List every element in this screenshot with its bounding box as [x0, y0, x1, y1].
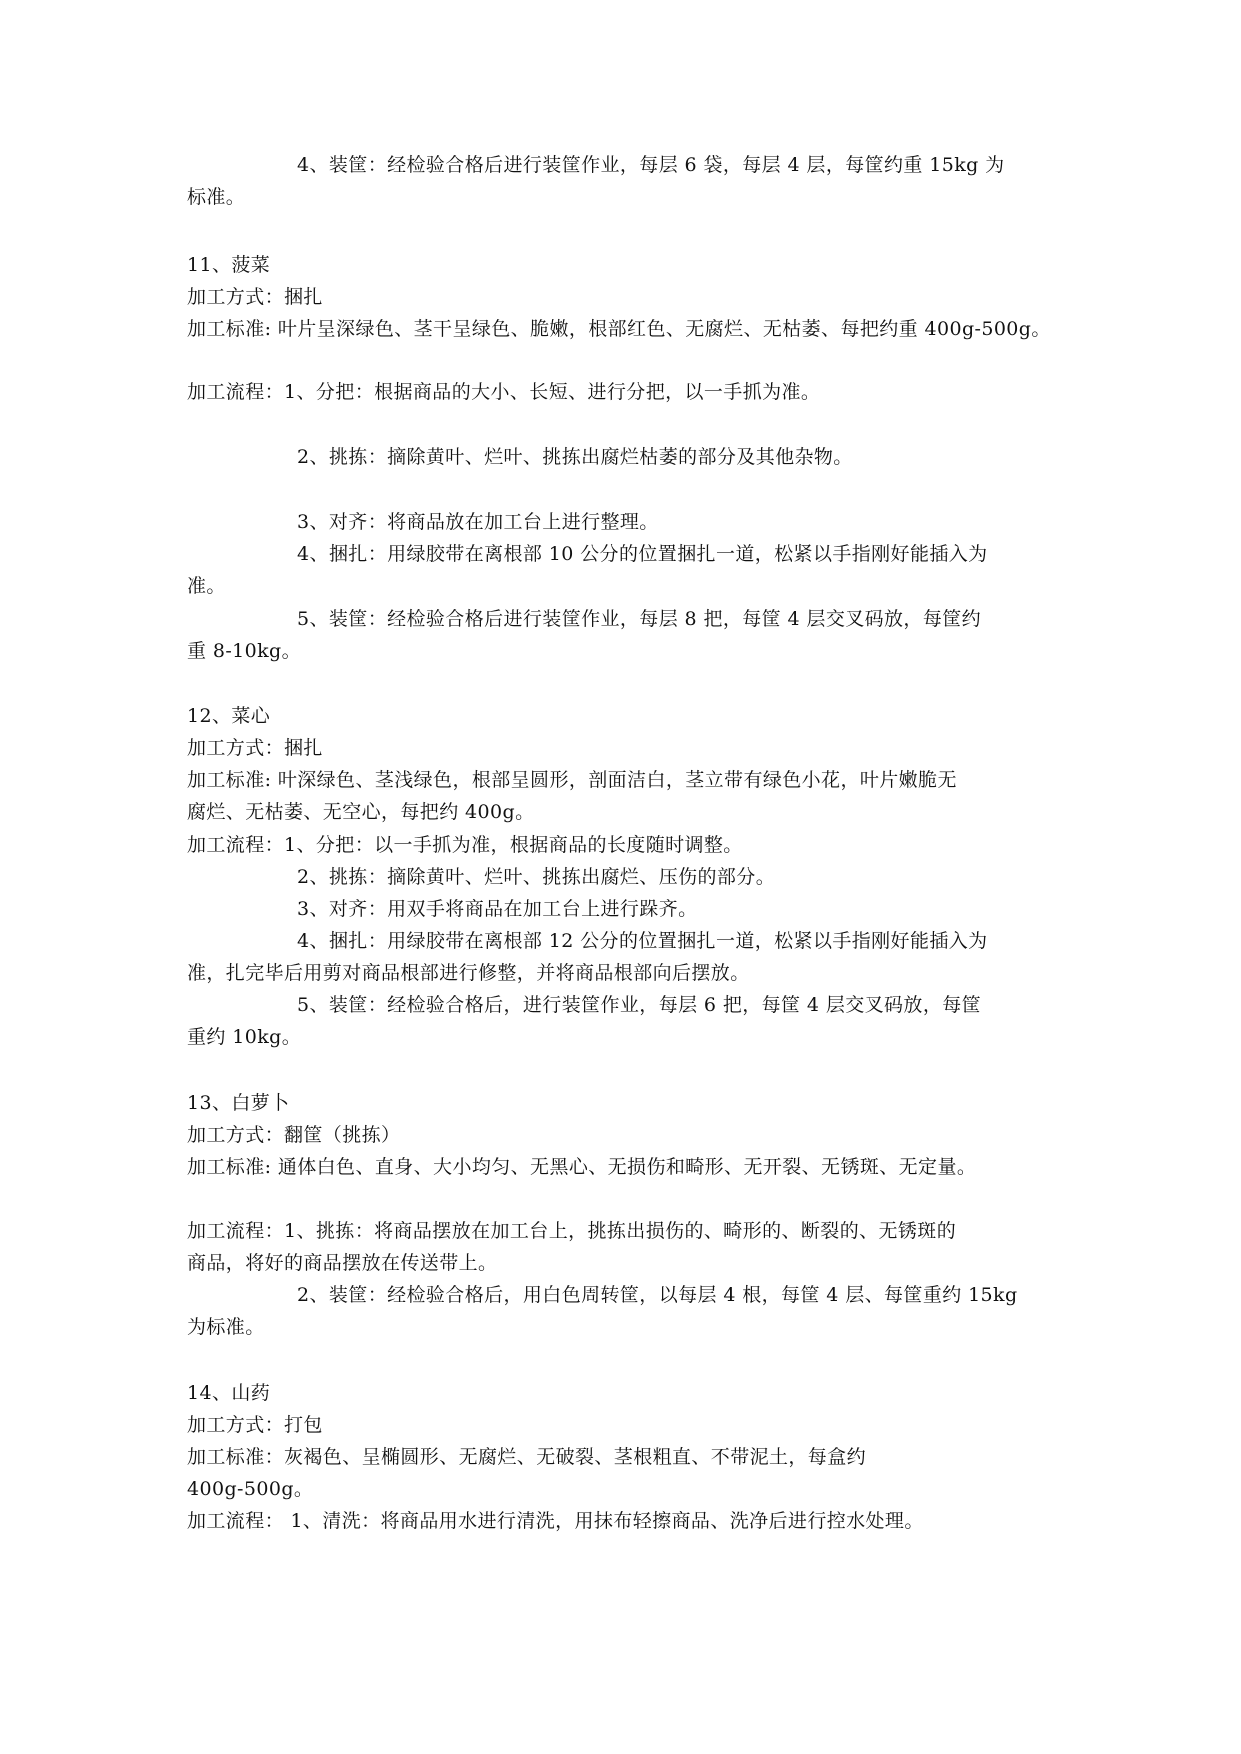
- text-line: 4、捆扎：用绿胶带在离根部 10 公分的位置捆扎一道，松紧以手指刚好能插入为: [297, 543, 988, 565]
- text-line: 准，扎完毕后用剪对商品根部进行修整，并将商品根部向后摆放。: [187, 962, 750, 984]
- text-line: 2、挑拣：摘除黄叶、烂叶、挑拣出腐烂、压伤的部分。: [297, 866, 776, 888]
- text-line: 加工标准: 通体白色、直身、大小均匀、无黑心、无损伤和畸形、无开裂、无锈斑、无定量。: [187, 1156, 977, 1178]
- section-heading: 11、菠菜: [187, 254, 271, 276]
- text-line: 加工流程：1、挑拣：将商品摆放在加工台上，挑拣出损伤的、畸形的、断裂的、无锈斑的: [187, 1220, 957, 1242]
- text-line: 加工流程： 1、清洗：将商品用水进行清洗，用抹布轻擦商品、洗净后进行控水处理。: [187, 1510, 924, 1532]
- text-line: 5、装筐：经检验合格后，进行装筐作业，每层 6 把，每筐 4 层交叉码放，每筐: [297, 994, 982, 1016]
- text-line: 加工标准: 叶片呈深绿色、茎干呈绿色、脆嫩，根部红色、无腐烂、无枯萎、每把约重 400g-500g。: [187, 318, 1051, 340]
- text-line: 加工方式：翻筐（挑拣）: [187, 1124, 401, 1146]
- text-line: 加工流程：1、分把：根据商品的大小、长短、进行分把，以一手抓为准。: [187, 381, 821, 403]
- text-line: 重 8-10kg。: [187, 640, 302, 662]
- text-line: 3、对齐：用双手将商品在加工台上进行跺齐。: [297, 898, 698, 920]
- text-line: 400g-500g。: [187, 1478, 314, 1500]
- text-line: 3、对齐：将商品放在加工台上进行整理。: [297, 511, 659, 533]
- text-line: 4、装筐：经检验合格后进行装筐作业，每层 6 袋，每层 4 层，每筐约重 15kg 为: [297, 154, 1005, 176]
- section-heading: 12、菜心: [187, 705, 271, 727]
- text-line: 加工方式：打包: [187, 1414, 323, 1436]
- text-line: 加工标准: 叶深绿色、茎浅绿色，根部呈圆形，剖面洁白，茎立带有绿色小花，叶片嫩脆无: [187, 769, 957, 791]
- text-line: 4、捆扎：用绿胶带在离根部 12 公分的位置捆扎一道，松紧以手指刚好能插入为: [297, 930, 988, 952]
- section-heading: 14、山药: [187, 1382, 271, 1404]
- text-line: 加工标准：灰褐色、呈椭圆形、无腐烂、无破裂、茎根粗直、不带泥土，每盒约: [187, 1446, 867, 1468]
- text-line: 5、装筐：经检验合格后进行装筐作业，每层 8 把，每筐 4 层交叉码放，每筐约: [297, 608, 982, 630]
- text-line: 加工方式：捆扎: [187, 737, 323, 759]
- section-heading: 13、白萝卜: [187, 1092, 290, 1114]
- text-line: 加工方式：捆扎: [187, 286, 323, 308]
- text-line: 加工流程：1、分把：以一手抓为准，根据商品的长度随时调整。: [187, 834, 743, 856]
- text-line: 标准。: [187, 186, 246, 208]
- text-line: 为标准。: [187, 1316, 265, 1338]
- text-line: 2、挑拣：摘除黄叶、烂叶、挑拣出腐烂枯萎的部分及其他杂物。: [297, 446, 853, 468]
- text-line: 重约 10kg。: [187, 1026, 302, 1048]
- text-line: 2、装筐：经检验合格后，用白色周转筐，以每层 4 根，每筐 4 层、每筐重约 15kg: [297, 1284, 1018, 1306]
- text-line: 腐烂、无枯萎、无空心，每把约 400g。: [187, 801, 535, 823]
- text-line: 准。: [187, 575, 226, 597]
- text-line: 商品，将好的商品摆放在传送带上。: [187, 1252, 498, 1274]
